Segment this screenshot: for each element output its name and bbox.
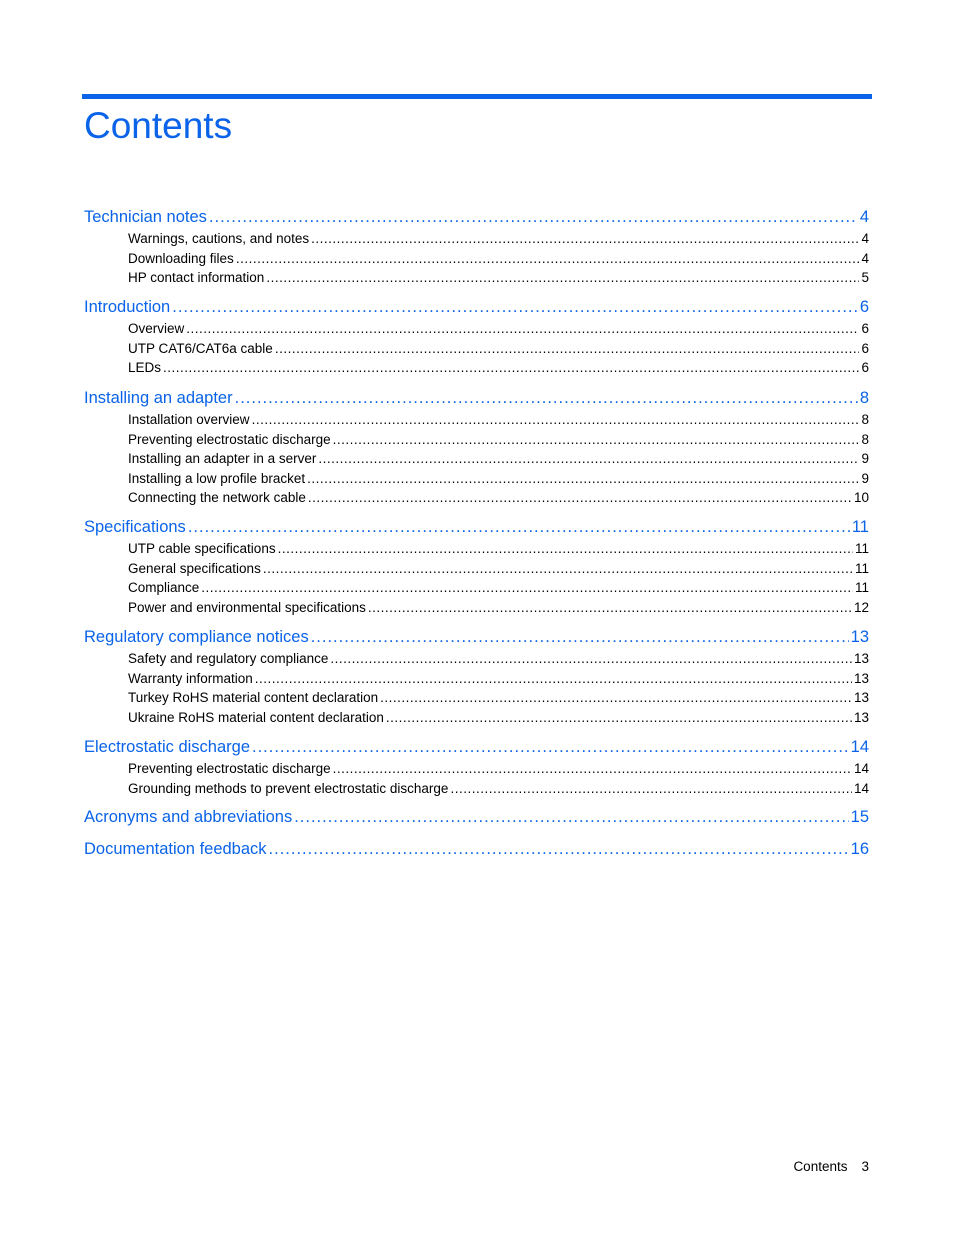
toc-subentry[interactable] bbox=[128, 320, 869, 337]
toc-subentry-page[interactable]: 6 bbox=[861, 321, 869, 336]
toc-subentry-page[interactable]: 13 bbox=[853, 670, 869, 686]
toc-subentry-page[interactable]: 14 bbox=[853, 761, 869, 776]
toc-subentry[interactable] bbox=[128, 450, 869, 467]
toc-dot-leader bbox=[269, 839, 849, 859]
toc-entry-title[interactable]: Specifications bbox=[84, 518, 186, 536]
toc-dot-leader bbox=[209, 207, 858, 227]
toc-entry-page[interactable]: 11 bbox=[851, 518, 869, 536]
toc-subentry-title[interactable]: UTP CAT6/CAT6a cable bbox=[128, 340, 273, 356]
toc-subentry[interactable] bbox=[128, 470, 869, 487]
toc-subentry[interactable] bbox=[128, 689, 869, 706]
toc-entry-title[interactable]: Technician notes bbox=[84, 208, 207, 226]
toc-subentry-title[interactable]: Overview bbox=[128, 321, 185, 336]
toc-subentry[interactable] bbox=[128, 340, 869, 357]
toc-subentry[interactable] bbox=[128, 489, 869, 506]
toc-dot-leader bbox=[163, 359, 859, 376]
toc-subentry-page[interactable]: 11 bbox=[854, 580, 869, 596]
toc-dot-leader bbox=[275, 340, 860, 357]
toc-dot-leader bbox=[450, 780, 852, 797]
toc-entry[interactable] bbox=[84, 737, 869, 757]
toc-subentry-title[interactable]: Ukraine RoHS material content declaration bbox=[128, 709, 384, 725]
toc-entry-title[interactable]: Installing an adapter bbox=[84, 389, 233, 407]
toc-subentry-title[interactable]: UTP cable specifications bbox=[128, 541, 276, 556]
toc-entry-page[interactable]: 4 bbox=[859, 208, 869, 226]
toc-subentry-page[interactable]: 8 bbox=[861, 431, 869, 447]
toc-subentry-page[interactable]: 13 bbox=[853, 690, 869, 706]
toc-subentry-page[interactable]: 10 bbox=[853, 490, 869, 506]
toc-subentry-title[interactable]: Turkey RoHS material content declaration bbox=[128, 690, 379, 706]
toc-entry-page[interactable]: 16 bbox=[850, 840, 869, 858]
toc-dot-leader bbox=[308, 489, 852, 506]
toc-subentry[interactable] bbox=[128, 760, 869, 777]
toc-entry[interactable] bbox=[84, 207, 869, 227]
toc-subentry[interactable] bbox=[128, 230, 869, 247]
toc-subentry-page[interactable]: 8 bbox=[861, 412, 869, 427]
toc-subentry-title[interactable]: LEDs bbox=[128, 360, 162, 376]
toc-subentry[interactable] bbox=[128, 579, 869, 596]
toc-subentry-page[interactable]: 13 bbox=[853, 709, 869, 725]
toc-subentry-page[interactable]: 9 bbox=[861, 470, 869, 486]
toc-dot-leader bbox=[318, 450, 859, 467]
toc-dot-leader bbox=[188, 517, 850, 537]
toc-subentry[interactable] bbox=[128, 780, 869, 797]
toc-subentry-title[interactable]: General specifications bbox=[128, 560, 261, 576]
toc-subentry-page[interactable]: 14 bbox=[853, 780, 869, 796]
footer-label: Contents bbox=[793, 1159, 848, 1174]
toc-subentry[interactable] bbox=[128, 431, 869, 448]
page-footer bbox=[793, 1159, 869, 1174]
toc-entry[interactable] bbox=[84, 297, 869, 317]
toc-dot-leader bbox=[255, 670, 852, 687]
toc-subentry[interactable] bbox=[128, 250, 869, 267]
toc-subentry-title[interactable]: Power and environmental specifications bbox=[128, 599, 366, 615]
toc-dot-leader bbox=[252, 411, 860, 428]
toc-entry-page[interactable]: 15 bbox=[850, 808, 869, 826]
toc-dot-leader bbox=[266, 269, 859, 286]
toc-dot-leader bbox=[386, 709, 852, 726]
toc-dot-leader bbox=[186, 320, 859, 337]
toc-entry[interactable] bbox=[84, 388, 869, 408]
toc-subentry[interactable] bbox=[128, 560, 869, 577]
toc-subentry-title[interactable]: HP contact information bbox=[128, 270, 265, 286]
toc-subentry-page[interactable]: 11 bbox=[854, 541, 869, 556]
toc-entry-title[interactable]: Regulatory compliance notices bbox=[84, 628, 309, 646]
toc-dot-leader bbox=[333, 760, 852, 777]
toc-subentry-page[interactable]: 6 bbox=[861, 340, 869, 356]
toc-subentry-page[interactable]: 4 bbox=[861, 231, 869, 246]
toc-subentry-title[interactable]: Warranty information bbox=[128, 670, 253, 686]
toc-dot-leader bbox=[172, 297, 858, 317]
toc-subentry[interactable] bbox=[128, 670, 869, 687]
toc-subentry[interactable] bbox=[128, 411, 869, 428]
toc-dot-leader bbox=[311, 230, 859, 247]
toc-subentry-title[interactable]: Installing an adapter in a server bbox=[128, 451, 317, 467]
toc-subentry-title[interactable]: Warnings, cautions, and notes bbox=[128, 231, 310, 246]
toc-entry[interactable] bbox=[84, 807, 869, 827]
toc-subentry[interactable] bbox=[128, 359, 869, 376]
toc-dot-leader bbox=[311, 627, 849, 647]
toc-dot-leader bbox=[236, 250, 860, 267]
toc-subentry-page[interactable]: 5 bbox=[861, 270, 869, 286]
toc-entry-title[interactable]: Documentation feedback bbox=[84, 840, 267, 858]
toc-entry-page[interactable]: 13 bbox=[850, 628, 869, 646]
toc-dot-leader bbox=[235, 388, 858, 408]
toc-dot-leader bbox=[201, 579, 853, 596]
toc-dot-leader bbox=[333, 431, 860, 448]
toc-entry-page[interactable]: 6 bbox=[859, 298, 869, 316]
toc-subentry-page[interactable]: 6 bbox=[861, 360, 869, 376]
toc-subentry-title[interactable]: Connecting the network cable bbox=[128, 490, 306, 506]
toc-subentry[interactable] bbox=[128, 540, 869, 557]
toc-dot-leader bbox=[294, 807, 848, 827]
toc-subentry-title[interactable]: Preventing electrostatic discharge bbox=[128, 761, 331, 776]
toc-entry[interactable] bbox=[84, 839, 869, 859]
toc-subentry[interactable] bbox=[128, 269, 869, 286]
toc-entry-page[interactable]: 14 bbox=[850, 738, 869, 756]
toc-subentry-page[interactable]: 9 bbox=[861, 451, 869, 467]
toc-subentry[interactable] bbox=[128, 709, 869, 726]
toc-subentry-title[interactable]: Compliance bbox=[128, 580, 200, 596]
toc-subentry-page[interactable]: 13 bbox=[853, 651, 869, 666]
toc-subentry-title[interactable]: Preventing electrostatic discharge bbox=[128, 431, 331, 447]
toc-dot-leader bbox=[380, 689, 852, 706]
toc-subentry-title[interactable]: Downloading files bbox=[128, 250, 234, 266]
toc-dot-leader bbox=[330, 650, 852, 667]
toc-subentry[interactable] bbox=[128, 650, 869, 667]
toc-subentry-page[interactable]: 4 bbox=[861, 250, 869, 266]
toc-entry-title[interactable]: Electrostatic discharge bbox=[84, 738, 250, 756]
toc-entry-title[interactable]: Introduction bbox=[84, 298, 171, 316]
toc-entry-page[interactable]: 8 bbox=[859, 389, 869, 407]
toc-subentry-page[interactable]: 12 bbox=[853, 599, 869, 615]
toc-dot-leader bbox=[263, 560, 853, 577]
toc-subentry-title[interactable]: Installing a low profile bracket bbox=[128, 470, 306, 486]
toc-dot-leader bbox=[307, 470, 859, 487]
toc-entry[interactable] bbox=[84, 517, 869, 537]
toc-dot-leader bbox=[252, 737, 849, 757]
toc-subentry[interactable] bbox=[128, 599, 869, 616]
toc-dot-leader bbox=[368, 599, 852, 616]
page-title: Contents bbox=[84, 105, 233, 146]
footer-page-number: 3 bbox=[861, 1159, 869, 1174]
toc-subentry-title[interactable]: Installation overview bbox=[128, 412, 250, 427]
toc-entry[interactable] bbox=[84, 627, 869, 647]
toc-subentry-title[interactable]: Grounding methods to prevent electrostatic discharge bbox=[128, 780, 449, 796]
toc-subentry-title[interactable]: Safety and regulatory compliance bbox=[128, 651, 329, 666]
toc-entry-title[interactable]: Acronyms and abbreviations bbox=[84, 808, 293, 826]
toc-subentry-page[interactable]: 11 bbox=[854, 560, 869, 576]
toc-dot-leader bbox=[278, 540, 853, 557]
